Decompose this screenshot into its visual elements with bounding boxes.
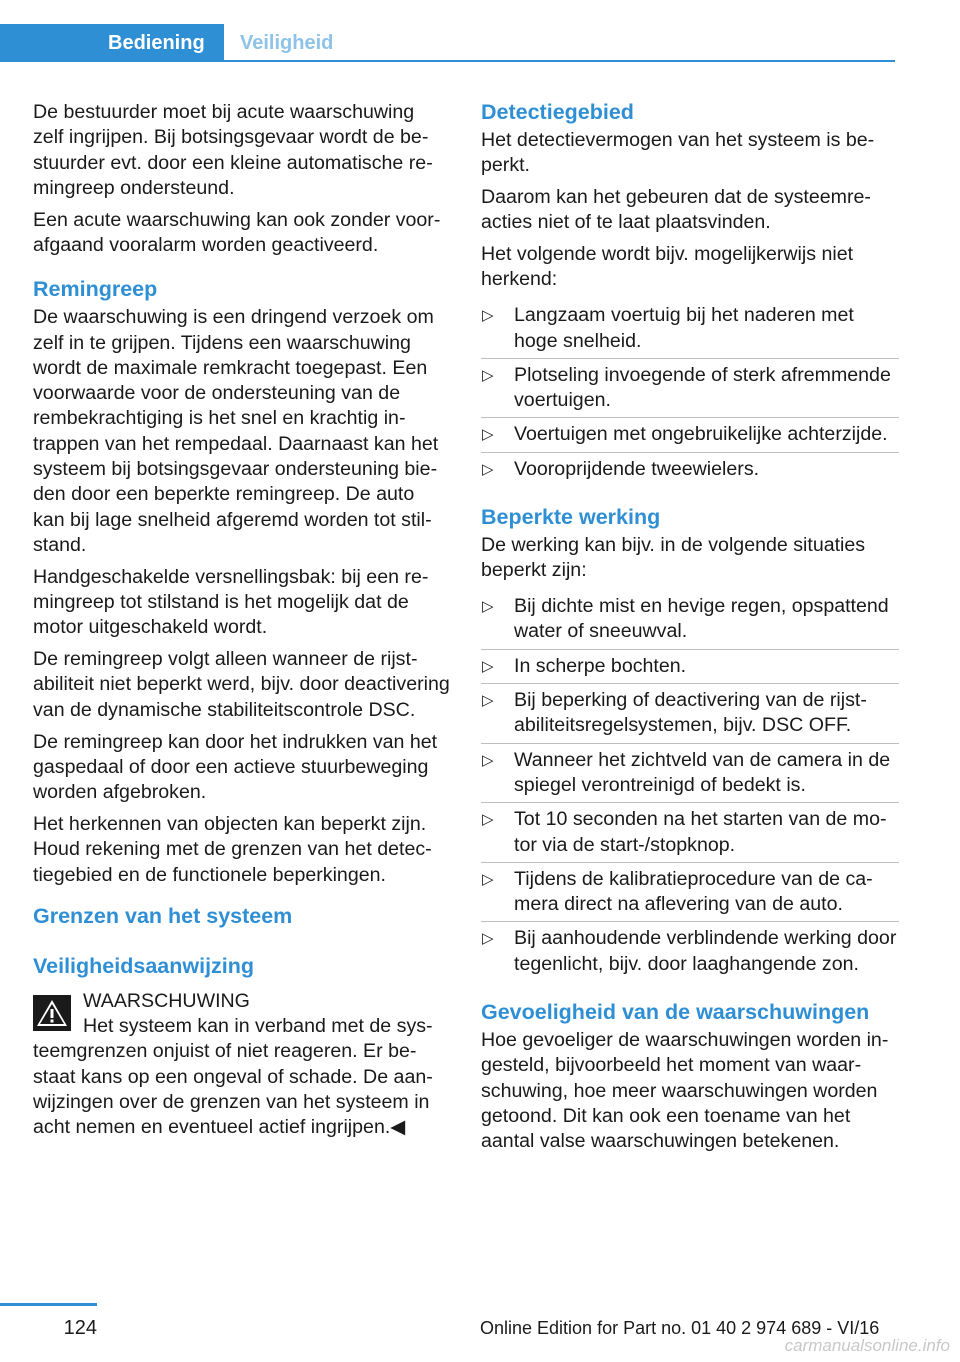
list-item: ▷ Plotseling invoegende of sterk afremmende voertuigen. xyxy=(481,359,899,419)
paragraph: Het herkennen van objecten kan beperkt zijn. Houd rekening met de grenzen van het detectiegebied en de functionele beperkingen. xyxy=(33,812,432,886)
page-header xyxy=(0,24,895,62)
list-item: ▷ Vooroprijdende tweewielers. xyxy=(481,453,899,486)
bullet-marker-icon: ▷ xyxy=(482,426,494,444)
heading-gevoeligheid: Gevoeligheid van de waarschuwingen xyxy=(481,1000,870,1025)
list-item: ▷ Voertuigen met ongebruikelijke achterzijde. xyxy=(481,418,899,452)
footer-rule xyxy=(0,1303,97,1306)
heading-veiligheidsaanwijzing: Veiligheidsaanwijzing xyxy=(33,953,255,978)
bullet-list-beperkingen xyxy=(481,590,899,981)
bullet-marker-icon: ▷ xyxy=(482,930,494,948)
paragraph: Het detectievermogen van het systeem is beperkt. xyxy=(481,129,875,177)
paragraph: De bestuurder moet bij acute waarschuwing zelf ingrijpen. Bij botsingsgevaar wordt de bestuurder evt. door een kleine automatische remingreep ondersteund. xyxy=(33,101,433,199)
header-rule xyxy=(0,60,895,62)
list-item: ▷ Bij aanhoudende verblindende werking door tegenlicht, bijv. door laaghangende zon. xyxy=(482,927,897,975)
heading-detectiegebied: Detectiegebied xyxy=(481,100,634,124)
list-item: ▷ In scherpe bochten. xyxy=(481,650,899,684)
list-item: ▷ Bij dichte mist en hevige regen, opspattend water of sneeuwval. xyxy=(481,590,899,650)
bullet-list-detectie xyxy=(481,299,899,486)
list-item: ▷ Langzaam voertuig bij het naderen met hoge snelheid. xyxy=(481,299,899,359)
paragraph: Hoe gevoeliger de waarschuwingen worden ingesteld, bijvoorbeeld het moment van waarschuwing, hoe meer waarschuwingen worden getoond. Dit kan ook een toename van het aantal valse waarschuwingen betekenen. xyxy=(481,1029,889,1153)
bullet-marker-icon: ▷ xyxy=(482,692,494,710)
tab-bediening: Bediening xyxy=(0,24,224,62)
edition-text: Online Edition for Part no. 01 40 2 974 689 - VI/16 xyxy=(480,1318,880,1338)
bullet-marker-icon: ▷ xyxy=(482,460,494,478)
paragraph: Daarom kan het gebeuren dat de systeemreacties niet of te laat plaatsvinden. xyxy=(481,186,871,234)
warning-text: Het systeem kan in verband met de systeemgrenzen onjuist of niet reageren. Er bestaat kans op een ongeval of schade. De aanwijzingen over de grenzen van het systeem in acht nemen en eventueel actief ingrijpen.◀ xyxy=(33,1015,433,1139)
paragraph: Een acute waarschuwing kan ook zonder voorafgaand vooralarm worden geactiveerd. xyxy=(33,208,441,256)
page-number: 124 xyxy=(63,1317,97,1339)
paragraph: De werking kan bijv. in de volgende situaties beperkt zijn: xyxy=(481,534,866,582)
paragraph: Het volgende wordt bijv. mogelijkerwijs niet herkend: xyxy=(481,243,854,291)
bullet-marker-icon: ▷ xyxy=(482,657,494,675)
heading-grenzen: Grenzen van het systeem xyxy=(33,903,293,928)
heading-beperkte-werking: Beperkte werking xyxy=(481,505,661,530)
list-item: ▷ Wanneer het zichtveld van de camera in de spiegel verontreinigd of bedekt is. xyxy=(481,744,899,804)
watermark: carmanualsonline.info xyxy=(784,1336,950,1355)
warning-triangle-icon xyxy=(33,995,71,1031)
paragraph: De remingreep volgt alleen wanneer de rijstabiliteit niet beperkt werd, bijv. door deactivering van de dynamische stabiliteitscontrole DSC. xyxy=(33,648,450,721)
left-column xyxy=(33,100,450,1141)
heading-remingreep: Remingreep xyxy=(33,277,158,302)
bullet-marker-icon: ▷ xyxy=(482,307,494,325)
list-item: ▷ Tijdens de kalibratieprocedure van de camera direct na aflevering van de auto. xyxy=(481,863,899,923)
paragraph: De remingreep kan door het indrukken van het gaspedaal of door een actieve stuurbeweging worden afgebroken. xyxy=(33,730,438,804)
bullet-marker-icon: ▷ xyxy=(482,870,494,888)
bullet-marker-icon: ▷ xyxy=(482,598,494,616)
paragraph: De waarschuwing is een dringend verzoek om zelf in te grijpen. Tijdens een waarschuwing wordt de maximale remkracht toegepast. Een voorwaarde voor de ondersteuning van de rembekrachtiging is het snel en krachtig intrappen van het rempedaal. Daarnaast kan het systeem bij botsingsgevaar ondersteuning bieden door een beperkte remingreep. De auto kan bij lage snelheid afgeremd worden tot stilstand. xyxy=(33,306,439,556)
bullet-marker-icon: ▷ xyxy=(482,366,494,384)
paragraph: Handgeschakelde versnellingsbak: bij een remingreep tot stilstand is het mogelijk dat de motor uitgeschakeld wordt. xyxy=(33,565,429,639)
bullet-marker-icon: ▷ xyxy=(482,751,494,769)
bullet-marker-icon: ▷ xyxy=(482,811,494,829)
list-item: ▷ Bij beperking of deactivering van de rijstabiliteitsregelsystemen, bijv. DSC OFF. xyxy=(481,684,899,744)
list-item: ▷ Tot 10 seconden na het starten van de motor via de start-/stopknop. xyxy=(481,803,899,863)
warning-block xyxy=(33,989,450,1141)
tab-veiligheid: Veiligheid xyxy=(240,32,334,54)
right-column xyxy=(481,100,899,1161)
warning-title: WAARSCHUWING xyxy=(83,989,250,1012)
